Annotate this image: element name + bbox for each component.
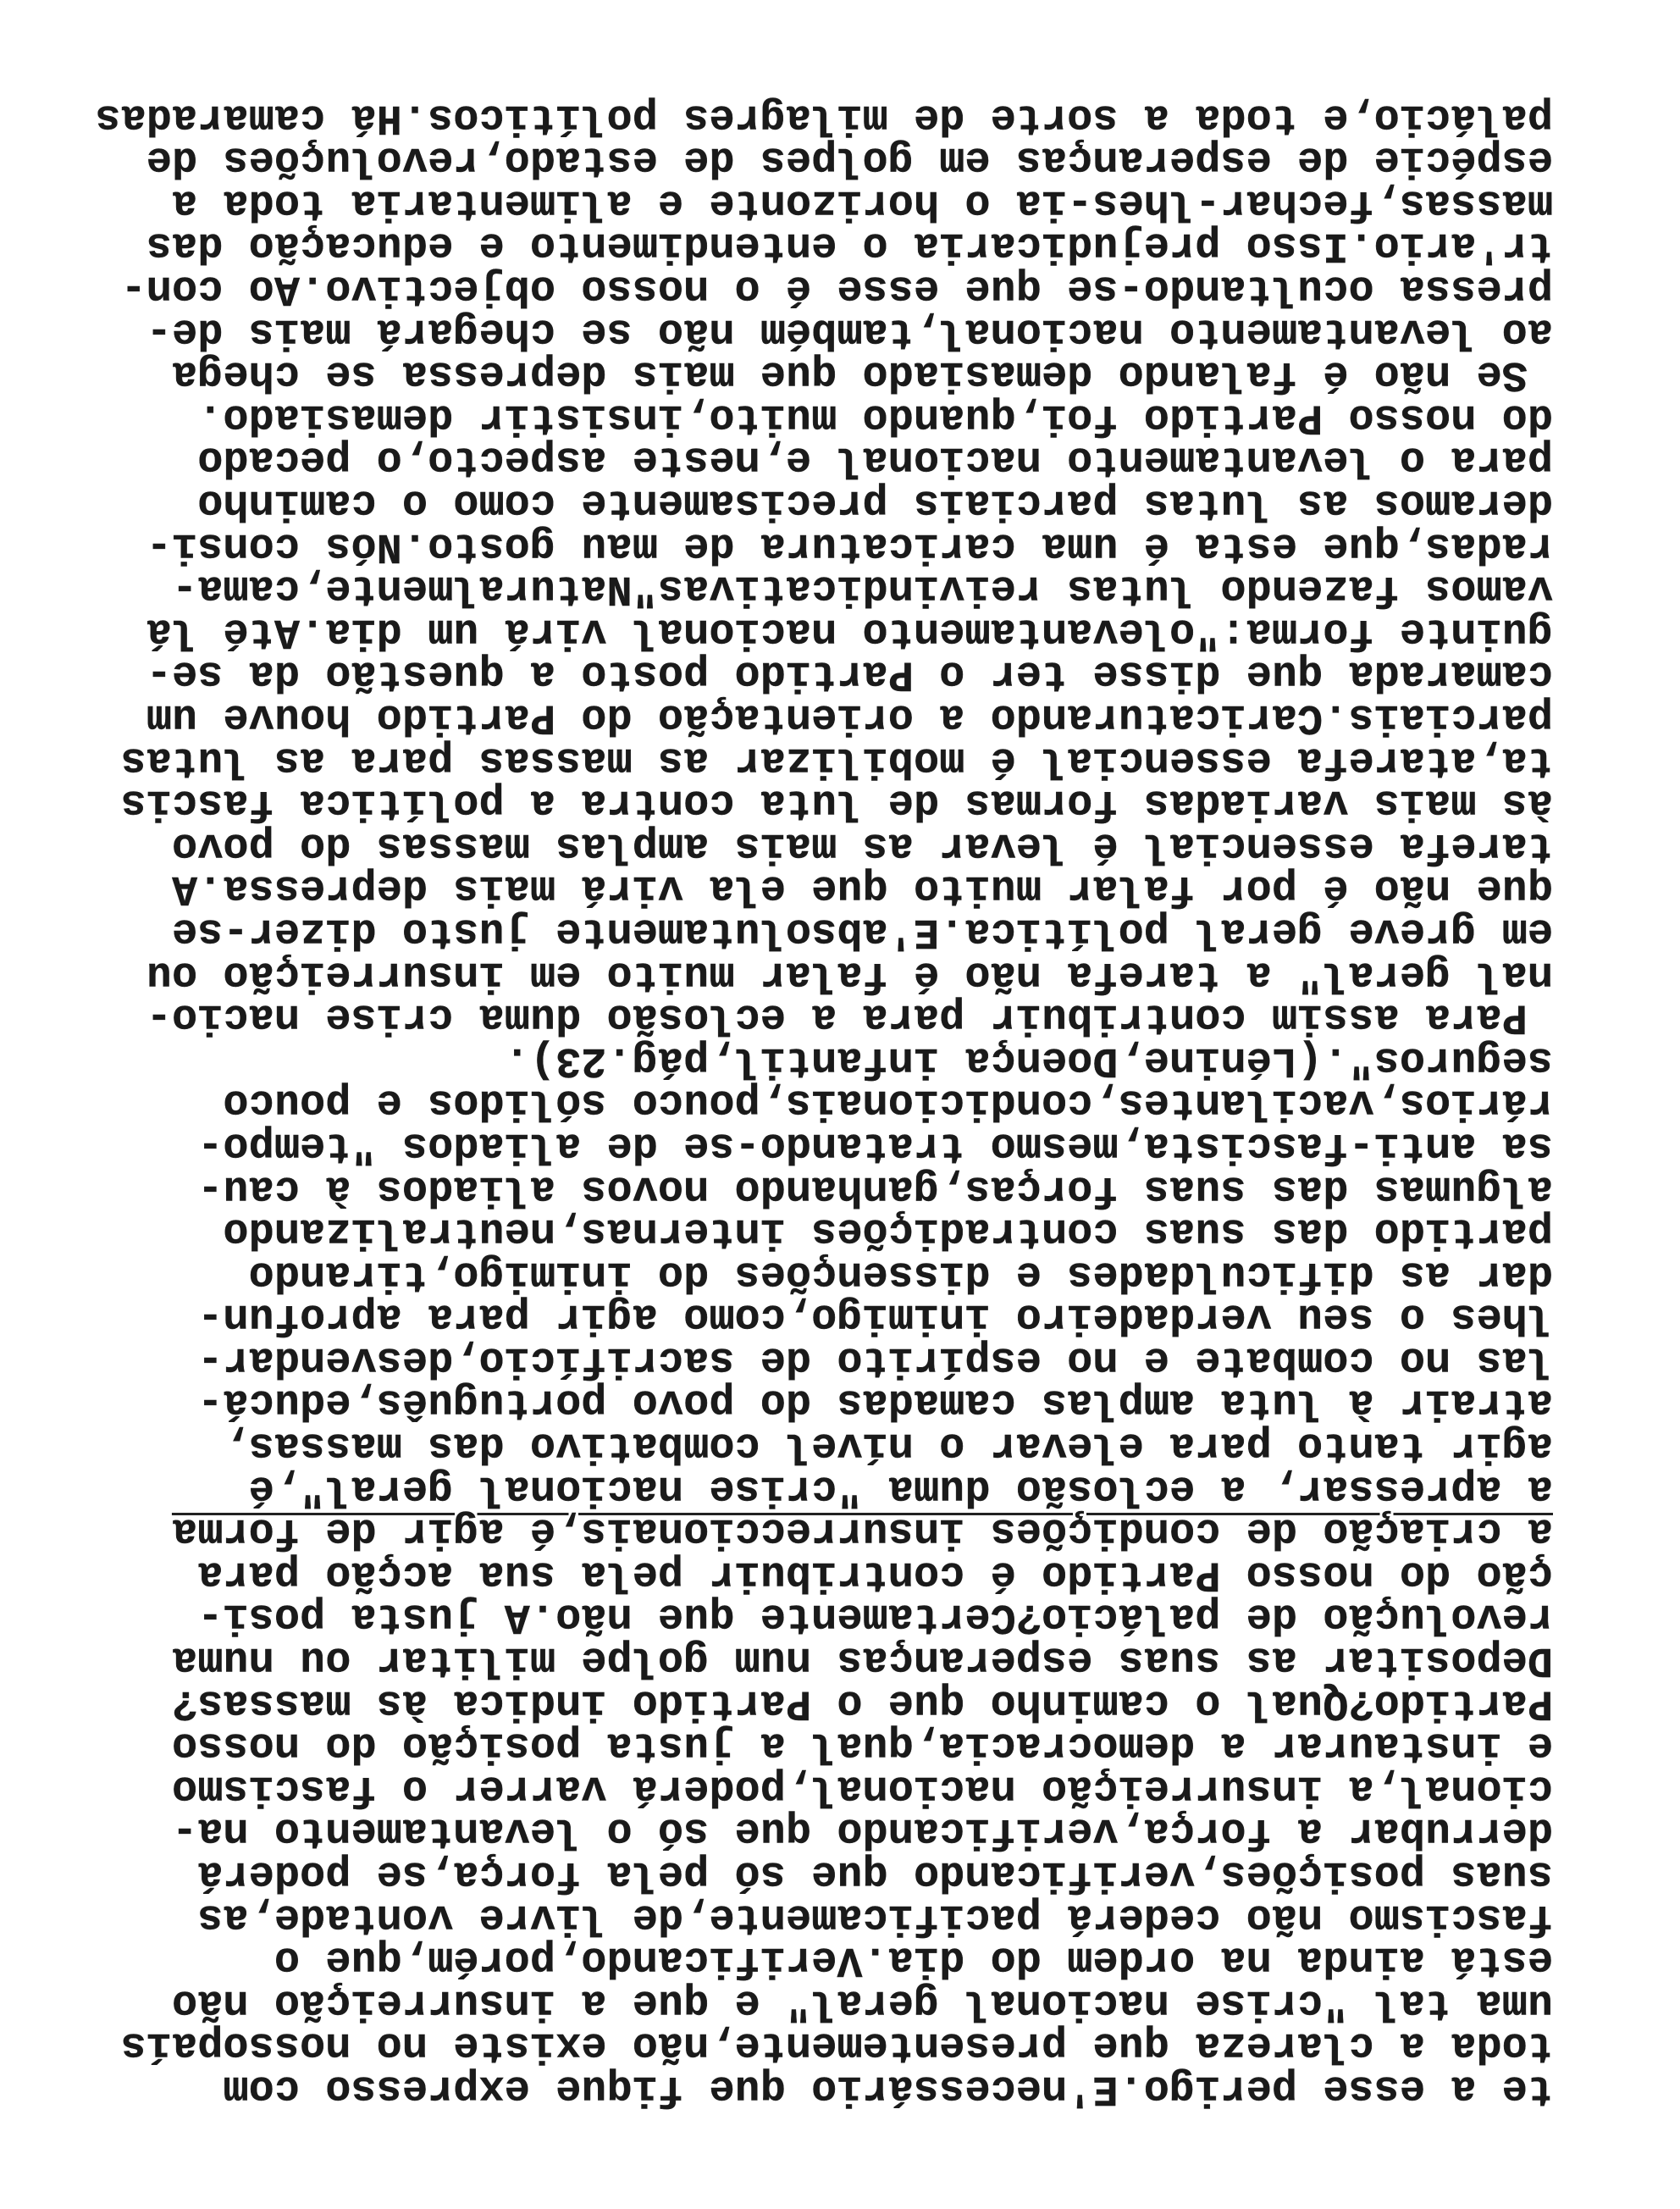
text-line: atrair à luta amplas camadas do povo português,educá- bbox=[197, 1378, 1553, 1427]
text-line: algumas das suas forças,ganhando novos aliados à cau- bbox=[197, 1164, 1553, 1213]
text-line: está ainda na ordem do dia.Verificando,porém,que o bbox=[274, 1935, 1553, 1985]
text-line: pressa ocultando-se que esse é o nosso objectivo.Ao con- bbox=[120, 264, 1553, 313]
text-line: do nosso Partido foi,quando muito,insistir demasiado. bbox=[197, 392, 1553, 441]
text-line: palácio,e toda a sorte de milagres políticos.Há camaradas bbox=[95, 92, 1553, 141]
text-line: radas,que esta é uma caricatura de mau gosto.Nós consi- bbox=[146, 521, 1553, 570]
text-line: lhes o seu verdadeiro inimigo,como agir para aprofun- bbox=[197, 1293, 1553, 1342]
text-line: massas,fechar-lhes-ia o horizonte e alimentaria toda a bbox=[171, 178, 1553, 227]
text-line: vamos fazendo lutas reivindicativas"Naturalmente,cama- bbox=[171, 564, 1553, 613]
text-line: tr'ario.Isso prejudicaria o entendimento e educação das bbox=[146, 221, 1553, 270]
text-line: ta,atarefa essencial é mobilizar as massas para as lutas bbox=[120, 735, 1553, 784]
text-line: em greve geral política.E'absolutamente justo dizer-se bbox=[171, 906, 1553, 955]
text-line: guinte forma:"olevantamento nacional virá um dia.Até lá bbox=[146, 606, 1553, 656]
text-line: derrubar a força,verificando que só o levantamento na- bbox=[171, 1807, 1553, 1856]
text-line: las no combate e no espírito de sacrifício,desvendar- bbox=[197, 1335, 1553, 1384]
text-line: às mais variadas formas de luta contra a política fascis bbox=[120, 778, 1553, 828]
text-line: toda a clareza que presentemente,não existe no nossopaís bbox=[120, 2021, 1553, 2070]
text-line: fascismo não cederá pacificamente,de livre vontade,as bbox=[197, 1892, 1553, 1941]
text-line: nal geral" a tarefa não é falar muito em insurreição ou bbox=[146, 949, 1553, 999]
text-line: ção do nosso Partido é contribuir pela sua acção para bbox=[197, 1549, 1553, 1598]
text-line: revolução de palácio?Certamente que não.A justa posi- bbox=[197, 1592, 1553, 1642]
text-line: tarefa essencial é levar as mais amplas massas do povo bbox=[171, 821, 1553, 870]
text-line: ao levantamento nacional,também não se chegará mais de- bbox=[146, 307, 1553, 356]
text-line: cional,a insurreição nacional,poderá varrer o fascismo bbox=[171, 1763, 1553, 1813]
text-line: espécie de esperanças em golpes de estado,revoluções de bbox=[146, 136, 1553, 185]
text-line: e instaurar a democracia,qual a justa posição do nosso bbox=[171, 1721, 1553, 1770]
text-line: dar as dificuldades e dissenções do inimigo,tirando bbox=[248, 1249, 1553, 1298]
text-line: suas posições,verificando que só pela força,se poderá bbox=[197, 1850, 1553, 1899]
text-line: que não é por falar muito que ela virá mais depressa.A bbox=[171, 864, 1553, 913]
text-line: Se não é falando demasiado que mais depressa se chega bbox=[171, 350, 1553, 399]
text-line: rários,vacilantes,condicionais,pouco sólidos e pouco bbox=[223, 1078, 1553, 1127]
text-line: a criação de condições insurreccionais,é agir de forma bbox=[171, 1507, 1553, 1556]
text-line: Depositar as suas esperanças num golpe militar ou numa bbox=[171, 1636, 1553, 1685]
text-line: parciais.Caricaturando a orientação do Partido houve um bbox=[146, 693, 1553, 741]
text-line: uma tal "crise nacional geral" e que a insurreição não bbox=[171, 1978, 1553, 2027]
text-line: agir tanto para elevar o nível combativo das massas, bbox=[223, 1421, 1553, 1470]
text-line: Partido?Qual o caminho que o Partido indica às massas? bbox=[171, 1678, 1553, 1727]
text-line: seguros".(Lénine,Doença infantil,pág.23). bbox=[504, 1035, 1553, 1084]
text-line: camarada que disse ter o Partido posto a questão da se- bbox=[146, 650, 1553, 699]
text-line: sa anti-fascista,mesmo tratando-se de aliados "tempo- bbox=[197, 1121, 1553, 1170]
text-line: para o levantamento nacional e,neste aspecto,o pecado bbox=[197, 435, 1553, 484]
text-line: a apressar, a eclosão duma "crise nacional geral",é bbox=[248, 1464, 1553, 1513]
text-line: te a esse perigo.E'necessário que fique expresso com bbox=[223, 2064, 1553, 2112]
text-line: partido das suas contradições internas,neutralizando bbox=[223, 1207, 1553, 1256]
text-line: Para assim contribuir para a eclosão duma crise nacio- bbox=[146, 993, 1553, 1042]
text-line: deramos as lutas parciais precisamente como o caminho bbox=[197, 479, 1553, 528]
